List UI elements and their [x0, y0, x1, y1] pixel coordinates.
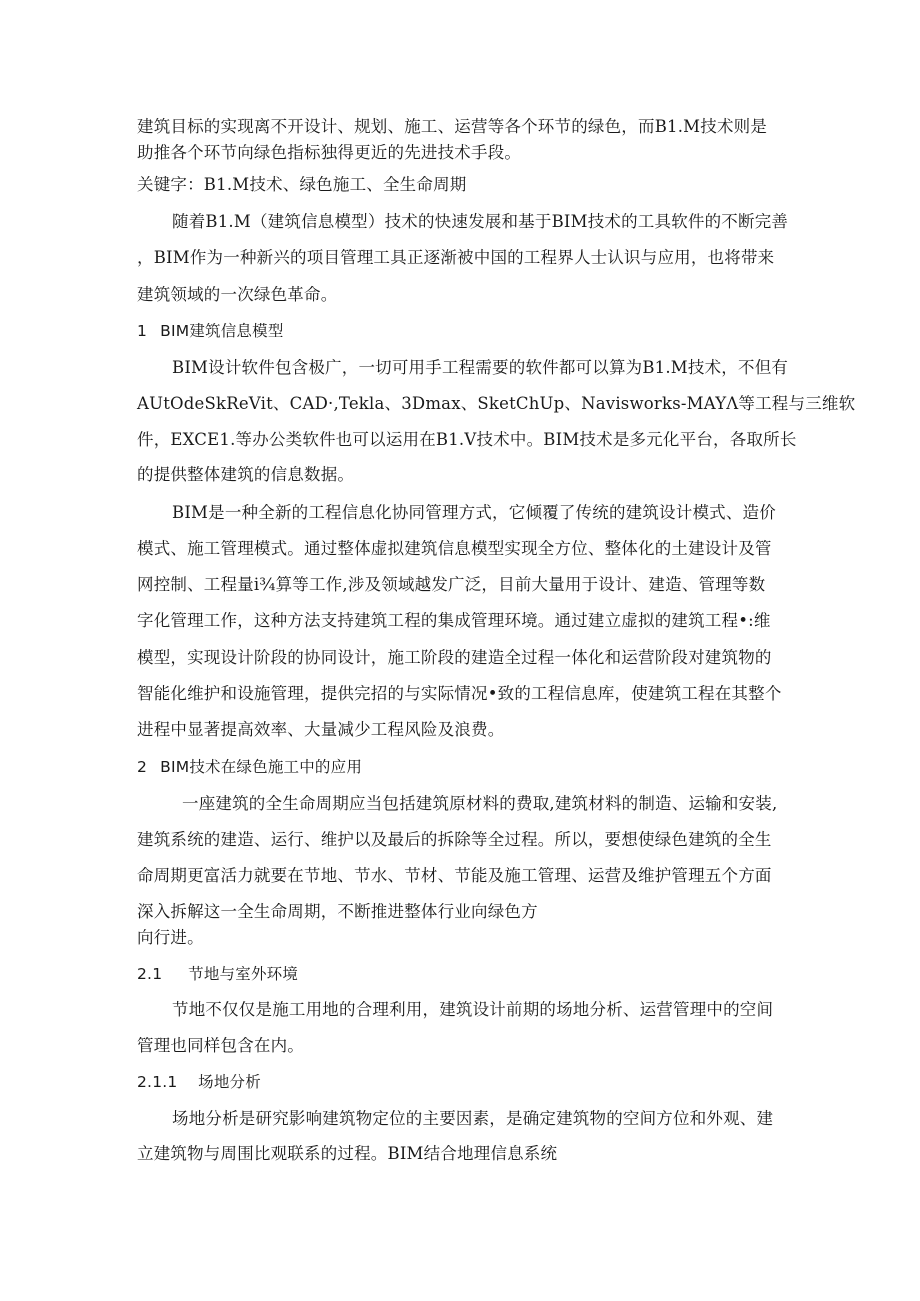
para3-line-3: 网控制、工程量i¾算等工作,涉及领域越发广泛，目前大量用于设计、建造、管理等数 [137, 575, 766, 594]
section-2-1-1-number: 2.1.1 [137, 1073, 178, 1091]
para3-line-5: 模型，实现设计阶段的协同设计，施工阶段的建造全过程一体化和运营阶段对建筑物的 [137, 648, 772, 667]
keywords-line: 关键字：B1.M技术、绿色施工、全生命周期 [137, 175, 467, 194]
para6-line-2: 立建筑物与周围比观联系的过程。BIM结合地理信息系统 [137, 1144, 558, 1163]
para3-line-4: 字化管理工作，这种方法支持建筑工程的集成管理环境。通过建立虚拟的建筑工程•:维 [137, 611, 771, 630]
para3-line-6: 智能化维护和设施管理，提供完招的与实际情况•致的工程信息库，使建筑工程在其整个 [137, 684, 782, 703]
para5-line-2: 管理也同样包含在内。 [137, 1036, 304, 1055]
intro-line-1: 建筑目标的实现离不开设计、规划、施工、运营等各个环节的绿色，而B1.M技术则是 [137, 117, 768, 136]
section-2-1-1-title: 场地分析 [198, 1073, 261, 1091]
para5-line-1: 节地不仅仅是施工用地的合理利用，建筑设计前期的场地分析、运营管理中的空间 [172, 1000, 774, 1019]
intro-line-2: 助推各个环节向绿色指标独得更近的先进技术手段。 [137, 143, 522, 162]
para4-line-2: 建筑系统的建造、运行、维护以及最后的拆除等全过程。所以，要想使绿色建筑的全生 [137, 830, 772, 849]
para2-line-1: BIM设计软件包含极广，一切可用手工程需要的软件都可以算为B1.M技术，不但有 [172, 358, 789, 377]
section-1-heading [137, 320, 284, 342]
para3-line-7: 进程中显著提高效率、大量减少工程风险及浪费。 [137, 720, 505, 739]
section-2-1-heading [137, 963, 298, 985]
para4-line-4: 深入拆解这一全生命周期，不断推进整体行业向绿色方 [137, 902, 538, 921]
para1-line-2: ，BIM作为一种新兴的项目管理工具正逐渐被中国的工程界人士认识与应用，也将带来 [137, 248, 775, 267]
section-2-1-number: 2.1 [137, 965, 163, 983]
para4-line-1: 一座建筑的全生命周期应当包括建筑原材料的费取,建筑材料的制造、运输和安装, [182, 794, 778, 813]
para4-line-5: 向行进。 [137, 928, 204, 947]
para3-line-2: 模式、施工管理模式。通过整体虚拟建筑信息模型实现全方位、整体化的土建设计及管 [137, 539, 772, 558]
para4-line-3: 命周期更富活力就要在节地、节水、节材、节能及施工管理、运营及维护管理五个方面 [137, 866, 772, 885]
section-1-number: 1 [137, 322, 148, 340]
para1-line-1: 随着B1.M（建筑信息模型）技术的快速发展和基于BIM技术的工具软件的不断完善 [172, 212, 789, 231]
para2-line-2: AUtOdeSkReVit、CAD·,Tekla、3Dmax、SketChUp、Navisworks-MAYΛ等工程与三维软 [137, 394, 856, 413]
para1-line-3: 建筑领域的一次绿色革命。 [137, 285, 338, 304]
para3-line-1: BIM是一种全新的工程信息化协同管理方式，它倾覆了传统的建筑设计模式、造价 [172, 503, 776, 522]
section-2-1-1-heading [137, 1071, 261, 1093]
para6-line-1: 场地分析是研究影响建筑物定位的主要因素，是确定建筑物的空间方位和外观、建 [172, 1109, 774, 1128]
para2-line-3: 件，EXCE1.等办公类软件也可以运用在B1.V技术中。BIM技术是多元化平台，各取所长 [137, 430, 797, 449]
section-2-heading [137, 756, 362, 778]
para2-line-4: 的提供整体建筑的信息数据。 [137, 465, 355, 484]
section-2-1-title: 节地与室外环境 [188, 965, 299, 983]
section-1-title: BIM建筑信息模型 [160, 322, 284, 340]
section-2-number: 2 [137, 758, 148, 776]
section-2-title: BIM技术在绿色施工中的应用 [160, 758, 363, 776]
